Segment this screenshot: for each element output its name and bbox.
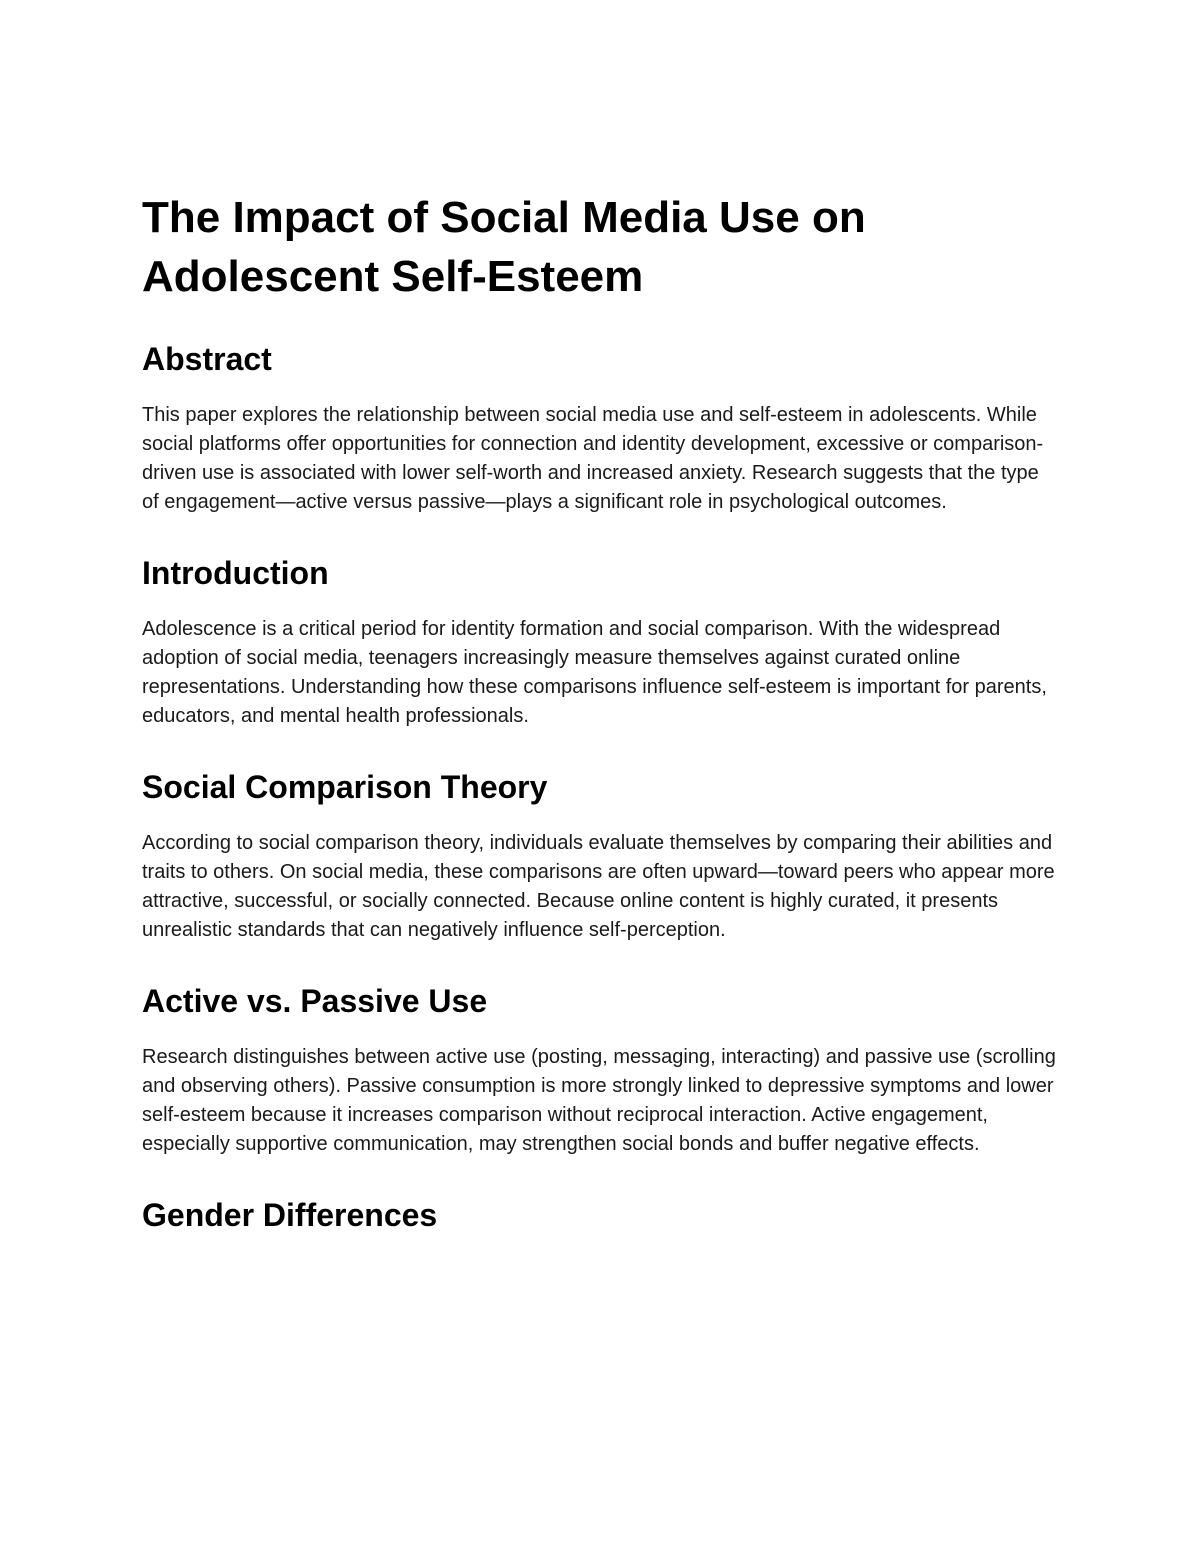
section-body-introduction: Adolescence is a critical period for identity formation and social comparison. With the widespread adoption of social media, teenagers increasingly measure themselves against curated online representations. Understanding how these comparisons influence self-esteem is important for parents, educators, and mental health professionals. [142,618,1047,727]
section-heading-social-comparison-theory: Social Comparison Theory [142,769,548,805]
document-title: The Impact of Social Media Use on Adolescent Self-Esteem [142,193,866,301]
section-body-active-vs-passive-use: Research distinguishes between active use (posting, messaging, interacting) and passive use (scrolling and observing others). Passive consumption is more strongly linked to depressive symptoms and lower self-esteem because it increases comparison without reciprocal interaction. Active engagement, especially supportive communication, may strengthen social bonds and buffer negative effects. [142,1046,1056,1155]
section-body-abstract: This paper explores the relationship between social media use and self-esteem in adolescents. While social platforms offer opportunities for connection and identity development, excessive or comparison-driven use is associated with lower self-worth and increased anxiety. Research suggests that the type of engagement—active versus passive—plays a significant role in psychological outcomes. [142,404,1044,513]
document-content [142,188,1058,1235]
section-heading-active-vs-passive-use: Active vs. Passive Use [142,983,488,1019]
section-body-social-comparison-theory: According to social comparison theory, individuals evaluate themselves by comparing their abilities and traits to others. On social media, these comparisons are often upward—toward peers who appear more attractive, successful, or socially connected. Because online content is highly curated, it presents unrealistic standards that can negatively influence self-perception. [142,832,1055,941]
section-heading-gender-differences: Gender Differences [142,1197,438,1233]
section-heading-abstract: Abstract [142,341,272,377]
section-heading-introduction: Introduction [142,555,329,591]
